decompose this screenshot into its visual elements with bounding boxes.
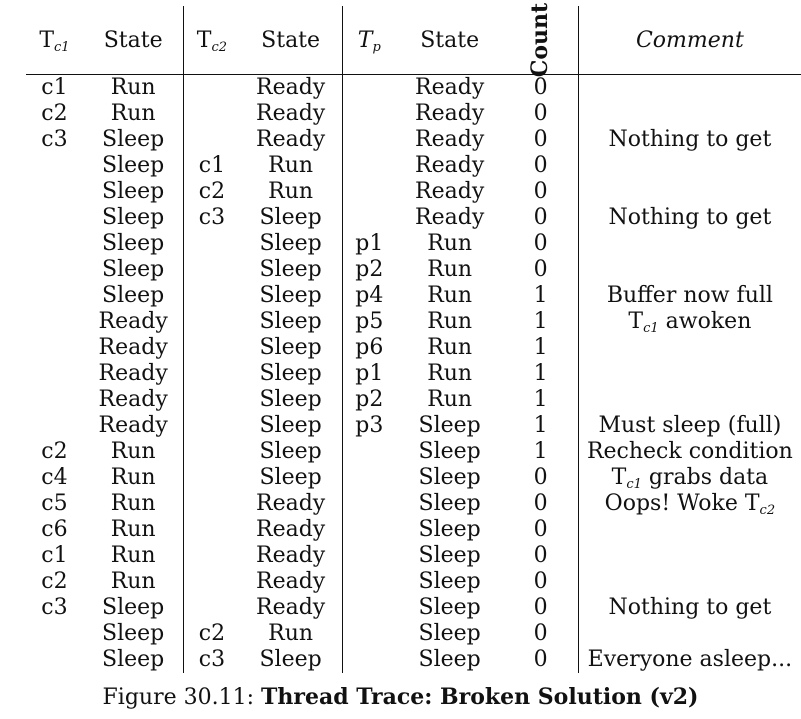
cell-count: 0 xyxy=(503,465,578,491)
cell-state2: Sleep xyxy=(240,335,343,361)
cell-count: 1 xyxy=(503,361,578,387)
cell-state1: Ready xyxy=(83,309,184,335)
cell-comment xyxy=(578,543,801,569)
header-row xyxy=(26,6,801,75)
cell-state3: Ready xyxy=(415,127,485,152)
cell-count: 0 xyxy=(503,101,578,127)
cell-state1: Sleep xyxy=(83,205,184,231)
cell-tp: p3 xyxy=(355,413,384,438)
cell-state2: Ready xyxy=(240,101,343,127)
cell-state1: Run xyxy=(83,75,184,102)
table-row xyxy=(26,127,801,153)
header-tc2: $T_{c2}$ xyxy=(196,27,228,55)
cell-state1: Run xyxy=(83,465,184,491)
comment-text: awoken xyxy=(658,309,752,334)
cell-count: 1 xyxy=(503,387,578,413)
cell-comment xyxy=(578,231,801,257)
cell-state3: Sleep xyxy=(418,465,481,490)
table-row xyxy=(26,647,801,673)
cell-tc1 xyxy=(26,309,83,335)
cell-tc2 xyxy=(184,543,240,569)
cell-tc2: c3 xyxy=(198,205,226,230)
cell-state2: Ready xyxy=(240,595,343,621)
cell-state3: Run xyxy=(427,387,473,412)
cell-state3: Sleep xyxy=(418,621,481,646)
cell-comment xyxy=(578,491,801,517)
cell-tc1: c1 xyxy=(41,75,68,100)
cell-count: 1 xyxy=(503,309,578,335)
cell-count: 1 xyxy=(503,439,578,465)
cell-count: 0 xyxy=(503,621,578,647)
comment-subscript: c2 xyxy=(759,503,776,518)
table-row xyxy=(26,257,801,283)
comment-subscript: c1 xyxy=(626,477,642,492)
cell-tp xyxy=(342,127,396,153)
cell-state1: Run xyxy=(83,543,184,569)
table-row xyxy=(26,621,801,647)
table-row xyxy=(26,361,801,387)
cell-comment: Nothing to get xyxy=(608,205,772,230)
cell-count: 0 xyxy=(503,517,578,543)
cell-tc2 xyxy=(184,101,240,127)
cell-tc1: c6 xyxy=(41,517,68,542)
table-row xyxy=(26,465,801,491)
cell-state3: Run xyxy=(427,309,473,334)
cell-count: 0 xyxy=(503,231,578,257)
cell-state2: Ready xyxy=(240,127,343,153)
cell-count: 0 xyxy=(503,569,578,595)
cell-state2: Ready xyxy=(240,491,343,517)
cell-tc1 xyxy=(26,387,83,413)
table-row xyxy=(26,335,801,361)
cell-comment xyxy=(578,621,801,647)
cell-state2: Sleep xyxy=(240,309,343,335)
header-state3: State xyxy=(420,27,480,53)
table-row xyxy=(26,231,801,257)
cell-state2: Sleep xyxy=(240,465,343,491)
cell-state2: Sleep xyxy=(240,647,343,673)
cell-state1: Sleep xyxy=(83,647,184,673)
cell-state3: Sleep xyxy=(418,413,481,438)
cell-tc1: c2 xyxy=(41,439,68,464)
cell-state3: Sleep xyxy=(418,491,481,516)
cell-comment xyxy=(578,387,801,413)
cell-tp xyxy=(342,75,396,102)
cell-state1: Run xyxy=(83,491,184,517)
comment-subscript: c1 xyxy=(643,321,659,336)
cell-tc1: c3 xyxy=(41,127,68,152)
cell-comment xyxy=(578,153,801,179)
cell-tc2 xyxy=(184,517,240,543)
cell-tc1: c2 xyxy=(41,101,68,126)
table-row xyxy=(26,205,801,231)
trace-body xyxy=(26,75,801,674)
cell-tc2 xyxy=(184,439,240,465)
cell-tc1 xyxy=(26,413,83,439)
cell-count: 1 xyxy=(503,283,578,309)
cell-state1: Ready xyxy=(83,413,184,439)
cell-count: 0 xyxy=(503,179,578,205)
table-row xyxy=(26,595,801,621)
cell-count: 1 xyxy=(503,335,578,361)
table-row xyxy=(26,153,801,179)
header-tc1: $T_{c1}$ xyxy=(39,27,70,55)
cell-comment xyxy=(578,465,801,491)
cell-count: 0 xyxy=(503,75,578,102)
cell-state2: Sleep xyxy=(240,205,343,231)
cell-tc2 xyxy=(184,413,240,439)
cell-tc1 xyxy=(26,179,83,205)
table-row xyxy=(26,179,801,205)
cell-tc1 xyxy=(26,283,83,309)
cell-count: 0 xyxy=(503,543,578,569)
thread-trace-table xyxy=(26,2,801,673)
cell-tc1 xyxy=(26,205,83,231)
cell-state3: Ready xyxy=(415,179,485,204)
cell-state3: Ready xyxy=(415,205,485,230)
cell-comment: Nothing to get xyxy=(608,127,772,152)
cell-state2: Ready xyxy=(240,543,343,569)
header-count: Count xyxy=(503,6,578,75)
cell-state2: Run xyxy=(240,179,343,205)
cell-tp xyxy=(342,153,396,179)
cell-state1: Sleep xyxy=(83,257,184,283)
caption-label: Figure 30.11: xyxy=(102,685,254,710)
cell-tc2 xyxy=(184,491,240,517)
cell-comment xyxy=(578,335,801,361)
cell-tc2: c2 xyxy=(198,621,226,646)
cell-tc1 xyxy=(26,153,83,179)
figure-caption xyxy=(0,684,801,710)
cell-state2: Sleep xyxy=(240,257,343,283)
header-comment: Comment xyxy=(635,27,744,53)
cell-tc1 xyxy=(26,231,83,257)
cell-count: 1 xyxy=(503,413,578,439)
comment-text: T xyxy=(628,309,644,334)
cell-comment xyxy=(578,569,801,595)
cell-state3: Run xyxy=(427,257,473,282)
cell-tc2: c2 xyxy=(198,179,226,204)
cell-state3: Sleep xyxy=(418,439,481,464)
table-row xyxy=(26,439,801,465)
cell-tc2 xyxy=(184,595,240,621)
cell-tc1 xyxy=(26,335,83,361)
cell-tp: p5 xyxy=(355,309,384,334)
comment-text: grabs data xyxy=(641,465,769,490)
comment-text: T xyxy=(611,465,627,490)
cell-tp xyxy=(342,179,396,205)
cell-tc1: c5 xyxy=(41,491,68,516)
cell-tp: p6 xyxy=(355,335,384,360)
cell-tc1 xyxy=(26,361,83,387)
cell-state3: Ready xyxy=(415,75,485,100)
header-state1: State xyxy=(83,6,184,75)
table-row xyxy=(26,101,801,127)
cell-state1: Sleep xyxy=(83,179,184,205)
cell-tp xyxy=(342,517,396,543)
cell-state2: Sleep xyxy=(240,231,343,257)
cell-state1: Sleep xyxy=(83,153,184,179)
cell-state2: Run xyxy=(240,621,343,647)
cell-tc1: c3 xyxy=(41,595,68,620)
cell-tp xyxy=(342,465,396,491)
cell-comment xyxy=(578,257,801,283)
cell-state3: Sleep xyxy=(418,569,481,594)
cell-state3: Sleep xyxy=(418,647,481,672)
cell-tc1: c2 xyxy=(41,569,68,594)
cell-comment xyxy=(578,75,801,102)
cell-comment xyxy=(578,517,801,543)
cell-comment: Buffer now full xyxy=(606,283,773,308)
cell-tp xyxy=(342,569,396,595)
cell-tp xyxy=(342,647,396,673)
cell-tc2: c1 xyxy=(198,153,226,178)
cell-tp xyxy=(342,439,396,465)
cell-state3: Run xyxy=(427,283,473,308)
cell-tp: p1 xyxy=(355,231,384,256)
cell-state1: Sleep xyxy=(83,231,184,257)
cell-tp: p2 xyxy=(355,257,384,282)
cell-state1: Run xyxy=(83,569,184,595)
cell-state3: Run xyxy=(427,231,473,256)
cell-count: 0 xyxy=(503,647,578,673)
cell-state3: Run xyxy=(427,361,473,386)
cell-tp xyxy=(342,595,396,621)
cell-tp: p2 xyxy=(355,387,384,412)
cell-comment: Must sleep (full) xyxy=(598,413,782,438)
cell-count: 0 xyxy=(503,153,578,179)
table-row xyxy=(26,75,801,102)
comment-text: Oops! Woke T xyxy=(604,491,760,516)
cell-state1: Run xyxy=(83,101,184,127)
table-row xyxy=(26,413,801,439)
cell-comment xyxy=(578,361,801,387)
cell-tc1: c1 xyxy=(41,543,68,568)
cell-comment xyxy=(578,309,801,335)
cell-count: 0 xyxy=(503,595,578,621)
table-row xyxy=(26,569,801,595)
cell-state2: Sleep xyxy=(240,283,343,309)
cell-tc1 xyxy=(26,621,83,647)
cell-state3: Ready xyxy=(415,101,485,126)
table-row xyxy=(26,283,801,309)
cell-tc2 xyxy=(184,309,240,335)
cell-tp xyxy=(342,543,396,569)
cell-state2: Run xyxy=(240,153,343,179)
cell-count: 0 xyxy=(503,257,578,283)
cell-tp xyxy=(342,101,396,127)
cell-state3: Sleep xyxy=(418,595,481,620)
cell-comment xyxy=(578,179,801,205)
cell-state1: Run xyxy=(83,517,184,543)
cell-tp: p4 xyxy=(355,283,384,308)
cell-tc2 xyxy=(184,127,240,153)
cell-state2: Ready xyxy=(240,517,343,543)
cell-tc2 xyxy=(184,569,240,595)
cell-state3: Sleep xyxy=(418,517,481,542)
cell-state2: Sleep xyxy=(240,439,343,465)
cell-state3: Ready xyxy=(415,153,485,178)
cell-tc2 xyxy=(184,387,240,413)
cell-state1: Sleep xyxy=(83,595,184,621)
cell-state1: Ready xyxy=(83,361,184,387)
cell-state1: Ready xyxy=(83,387,184,413)
cell-tc1 xyxy=(26,257,83,283)
cell-tc1: c4 xyxy=(41,465,68,490)
table-row xyxy=(26,517,801,543)
cell-tc2 xyxy=(184,231,240,257)
cell-tc1 xyxy=(26,647,83,673)
cell-state2: Sleep xyxy=(240,387,343,413)
cell-count: 0 xyxy=(503,491,578,517)
cell-count: 0 xyxy=(503,205,578,231)
cell-comment xyxy=(578,101,801,127)
cell-tc2 xyxy=(184,361,240,387)
cell-state1: Sleep xyxy=(83,283,184,309)
table-row xyxy=(26,387,801,413)
cell-comment: Everyone asleep... xyxy=(587,647,793,672)
cell-state2: Sleep xyxy=(240,361,343,387)
cell-tp: p1 xyxy=(355,361,384,386)
cell-tp xyxy=(342,621,396,647)
header-state2: State xyxy=(240,6,343,75)
cell-tc2 xyxy=(184,257,240,283)
cell-tp xyxy=(342,205,396,231)
cell-tc2 xyxy=(184,75,240,102)
cell-count: 0 xyxy=(503,127,578,153)
cell-state1: Ready xyxy=(83,335,184,361)
cell-state3: Sleep xyxy=(418,543,481,568)
cell-comment: Recheck condition xyxy=(586,439,793,464)
cell-tp xyxy=(342,491,396,517)
cell-state1: Sleep xyxy=(83,621,184,647)
cell-state1: Run xyxy=(83,439,184,465)
cell-state2: Sleep xyxy=(240,413,343,439)
cell-tc2 xyxy=(184,465,240,491)
cell-state2: Ready xyxy=(240,569,343,595)
table-row xyxy=(26,543,801,569)
cell-state2: Ready xyxy=(240,75,343,102)
cell-tc2 xyxy=(184,283,240,309)
cell-state3: Run xyxy=(427,335,473,360)
caption-title: Thread Trace: Broken Solution (v2) xyxy=(261,684,699,710)
cell-tc2: c3 xyxy=(198,647,226,672)
table-row xyxy=(26,491,801,517)
cell-tc2 xyxy=(184,335,240,361)
table-row xyxy=(26,309,801,335)
cell-state1: Sleep xyxy=(83,127,184,153)
cell-comment: Nothing to get xyxy=(608,595,772,620)
header-tp: $T_p$ xyxy=(357,27,381,55)
